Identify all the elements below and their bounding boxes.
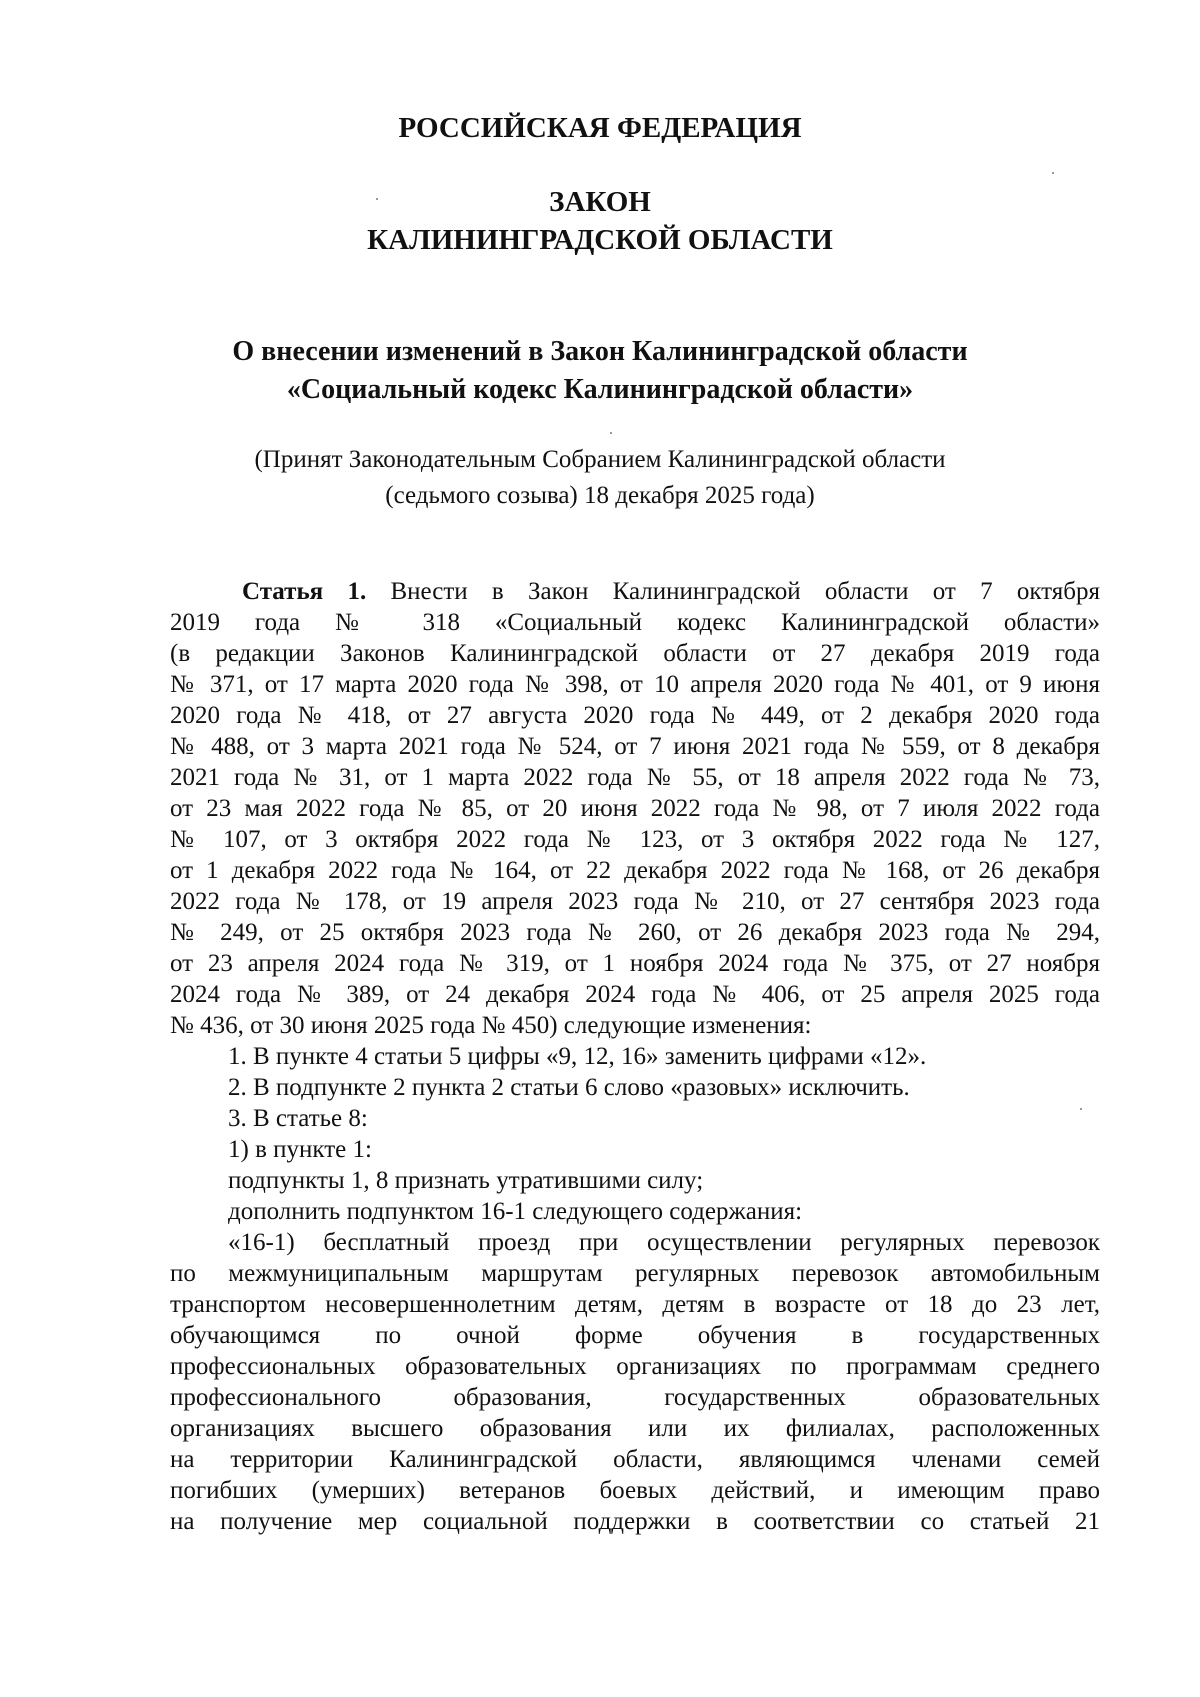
article-1-line: 2019 года № 318 «Социальный кодекс Калининградской области»	[170, 609, 1100, 636]
article-1-line: № 107, от 3 октября 2022 года № 123, от 3 октября 2022 года № 127,	[170, 826, 1100, 853]
article-1-line: № 249, от 25 октября 2023 года № 260, от 26 декабря 2023 года № 294,	[170, 919, 1100, 946]
article-1-intro: Внести в Закон Калининградской области от 7 октября	[390, 578, 1100, 605]
law-title-line-2: «Социальный кодекс Калининградской области»	[286, 374, 914, 405]
amendment-item: 1) в пункте 1:	[228, 1136, 372, 1163]
article-1-line: № 436, от 30 июня 2025 года № 450) следующие изменения:	[170, 1012, 812, 1039]
article-1-line: от 23 мая 2022 года № 85, от 20 июня 2022 года № 98, от 7 июля 2022 года	[170, 795, 1100, 822]
article-1-line: от 23 апреля 2024 года № 319, от 1 ноября 2024 года № 375, от 27 ноября	[170, 950, 1100, 977]
article-1-line: 2024 года № 389, от 24 декабря 2024 года № 406, от 25 апреля 2025 года	[170, 981, 1100, 1008]
article-label: Статья 1.	[242, 578, 367, 605]
country-heading: РОССИЙСКАЯ ФЕДЕРАЦИЯ	[398, 112, 802, 144]
quoted-text-line: обучающимся по очной форме обучения в государственных	[170, 1322, 1100, 1349]
law-heading: ЗАКОН	[549, 186, 651, 218]
quoted-text-line: профессиональных образовательных организациях по программам среднего	[170, 1353, 1100, 1380]
adoption-note-line-1: (Принят Законодательным Собранием Калининградской области	[254, 446, 946, 473]
quoted-text-line: по межмуниципальным маршрутам регулярных перевозок автомобильным	[170, 1260, 1100, 1287]
scan-speck	[1080, 1108, 1082, 1110]
quoted-text-line: организациях высшего образования или их филиалах, расположенных	[170, 1415, 1100, 1442]
article-1-line: от 1 декабря 2022 года № 164, от 22 декабря 2022 года № 168, от 26 декабря	[170, 857, 1100, 884]
quoted-text-line: транспортом несовершеннолетним детям, детям в возрасте от 18 до 23 лет,	[170, 1291, 1100, 1318]
quoted-text-line: на территории Калининградской области, являющимся членами семей	[170, 1446, 1100, 1473]
scan-speck	[376, 198, 378, 200]
law-title-line-1: О внесении изменений в Закон Калининградской области	[232, 336, 968, 367]
quoted-text-first-line: «16-1) бесплатный проезд при осуществлении регулярных перевозок	[228, 1229, 1100, 1256]
quoted-text-line: погибших (умерших) ветеранов боевых действий, и имеющим право	[170, 1477, 1100, 1504]
amendment-item: подпункты 1, 8 признать утратившими силу;	[228, 1167, 704, 1194]
article-1	[170, 576, 1100, 1537]
quoted-text-line: профессионального образования, государственных образовательных	[170, 1384, 1100, 1411]
amendment-item: 2. В подпункте 2 пункта 2 статьи 6 слово «разовых» исключить.	[228, 1074, 910, 1101]
amendment-item: дополнить подпунктом 16-1 следующего содержания:	[228, 1198, 803, 1225]
scan-speck	[610, 432, 612, 434]
article-1-line: 2022 года № 178, от 19 апреля 2023 года № 210, от 27 сентября 2023 года	[170, 888, 1100, 915]
region-heading: КАЛИНИНГРАДСКОЙ ОБЛАСТИ	[367, 224, 833, 256]
amendment-item: 1. В пункте 4 статьи 5 цифры «9, 12, 16» заменить цифрами «12».	[228, 1043, 927, 1070]
article-1-line: № 371, от 17 марта 2020 года № 398, от 10 апреля 2020 года № 401, от 9 июня	[170, 671, 1100, 698]
amendment-item: 3. В статье 8:	[228, 1105, 368, 1132]
adoption-note-line-2: (седьмого созыва) 18 декабря 2025 года)	[385, 482, 815, 509]
article-1-line: № 488, от 3 марта 2021 года № 524, от 7 июня 2021 года № 559, от 8 декабря	[170, 733, 1100, 760]
quoted-text-line: на получение мер социальной поддержки в соответствии со статьей 21	[170, 1508, 1100, 1535]
article-1-line: 2020 года № 418, от 27 августа 2020 года № 449, от 2 декабря 2020 года	[170, 702, 1100, 729]
scan-speck	[1052, 172, 1054, 174]
article-1-first-line	[170, 576, 1100, 607]
article-1-line: 2021 года № 31, от 1 марта 2022 года № 55, от 18 апреля 2022 года № 73,	[170, 764, 1100, 791]
article-1-line: (в редакции Законов Калининградской области от 27 декабря 2019 года	[170, 640, 1100, 667]
